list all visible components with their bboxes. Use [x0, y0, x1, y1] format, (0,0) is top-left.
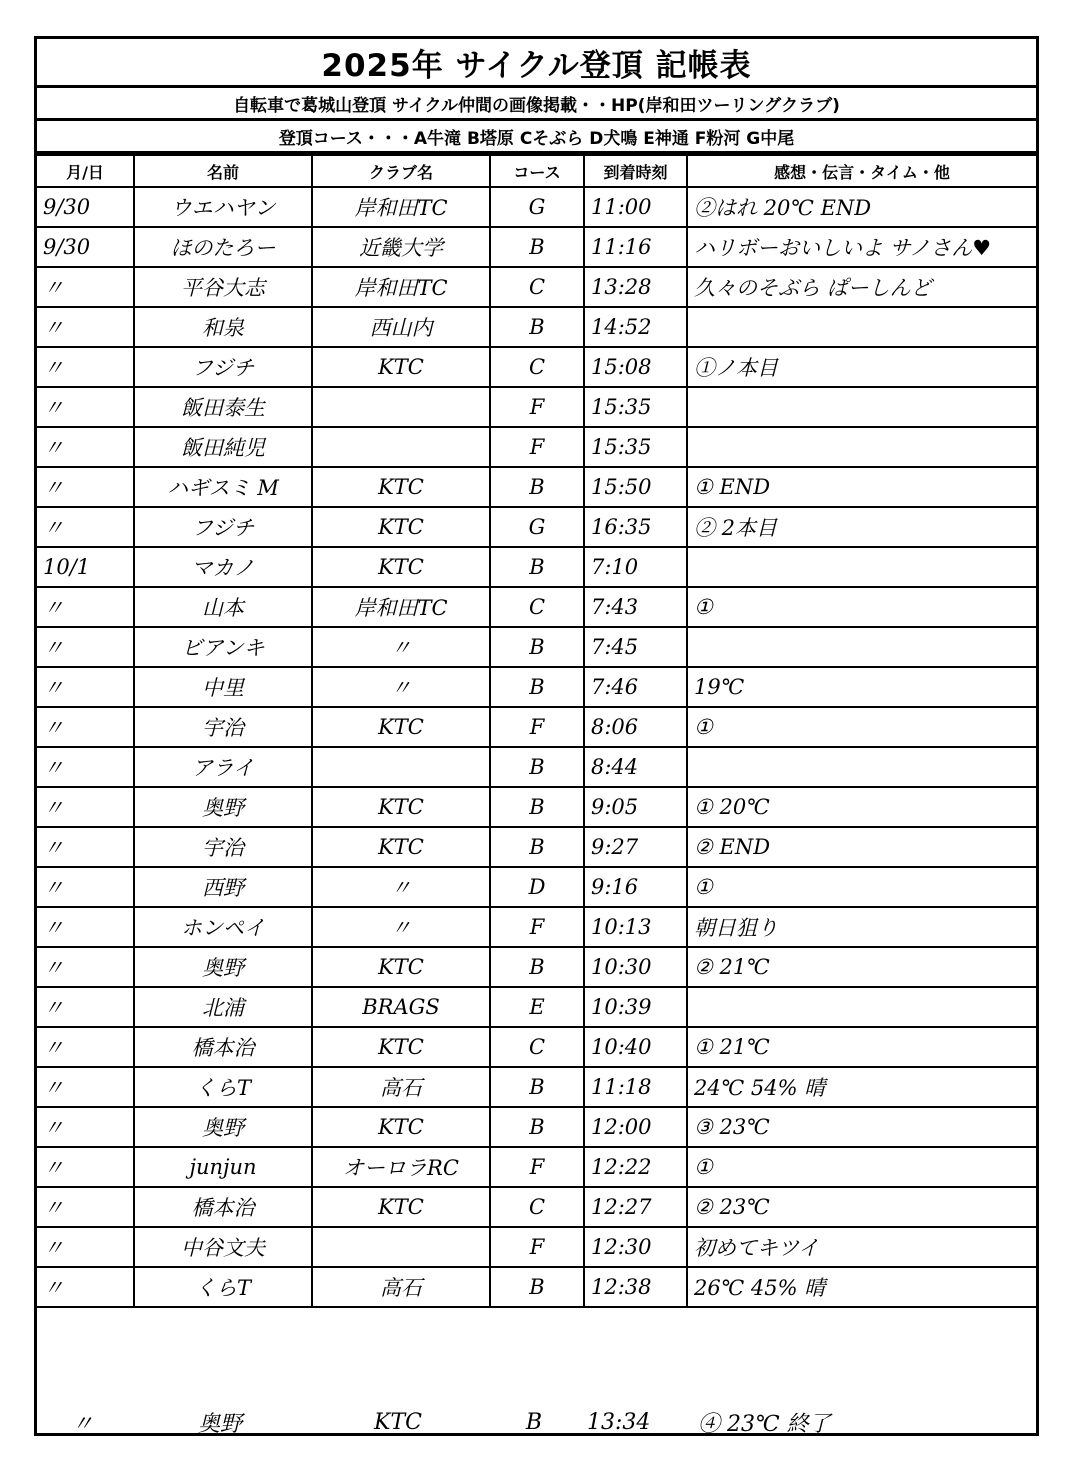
extra-row — [34, 1402, 1039, 1442]
cell-club: KTC — [312, 1027, 490, 1067]
cell-notes — [687, 627, 1036, 667]
cell-name: 中里 — [134, 667, 312, 707]
cell-club: 高石 — [312, 1067, 490, 1107]
cell-name: 飯田純児 — [134, 427, 312, 467]
cell-date: 〃 — [37, 667, 134, 707]
extra-time: 13:34 — [587, 1409, 651, 1435]
cell-club: KTC — [312, 547, 490, 587]
header-club: クラブ名 — [312, 155, 490, 187]
cell-notes: 26℃ 45% 晴 — [687, 1267, 1036, 1307]
cell-time: 13:28 — [584, 267, 687, 307]
header-name: 名前 — [134, 155, 312, 187]
table-row — [37, 387, 1036, 427]
cell-name: 平谷大志 — [134, 267, 312, 307]
cell-name: ハギスミ M — [134, 467, 312, 507]
cell-date: 〃 — [37, 1067, 134, 1107]
cell-club: KTC — [312, 947, 490, 987]
cell-time: 10:39 — [584, 987, 687, 1027]
cell-club: KTC — [312, 347, 490, 387]
cell-name: 和泉 — [134, 307, 312, 347]
cell-notes — [687, 427, 1036, 467]
cell-name: 山本 — [134, 587, 312, 627]
cell-time: 15:35 — [584, 427, 687, 467]
cell-date: 〃 — [37, 1187, 134, 1227]
cell-course: G — [490, 187, 584, 227]
cell-date: 〃 — [37, 1227, 134, 1267]
cell-date: 〃 — [37, 267, 134, 307]
cell-notes: ② END — [687, 827, 1036, 867]
table-row — [37, 867, 1036, 907]
table-row — [37, 547, 1036, 587]
cell-club: KTC — [312, 787, 490, 827]
extra-course: B — [525, 1409, 543, 1435]
table-row — [37, 1067, 1036, 1107]
header-notes: 感想・伝言・タイム・他 — [687, 155, 1036, 187]
table-row — [37, 827, 1036, 867]
cell-name: マカノ — [134, 547, 312, 587]
extra-notes: ④ 23℃ 終了 — [698, 1411, 831, 1437]
cell-club: 〃 — [312, 627, 490, 667]
header-time: 到着時刻 — [584, 155, 687, 187]
cell-notes: 初めてキツイ — [687, 1227, 1036, 1267]
table-row — [37, 707, 1036, 747]
table-row — [37, 1227, 1036, 1267]
cell-course: F — [490, 427, 584, 467]
table-row — [37, 227, 1036, 267]
cell-course: C — [490, 267, 584, 307]
cell-time: 11:16 — [584, 227, 687, 267]
cell-date: 〃 — [37, 987, 134, 1027]
cell-time: 8:06 — [584, 707, 687, 747]
cell-date: 〃 — [37, 1107, 134, 1147]
cell-date: 〃 — [37, 787, 134, 827]
table-row — [37, 947, 1036, 987]
log-table — [37, 154, 1036, 1308]
cell-club: KTC — [312, 707, 490, 747]
cell-club: 西山内 — [312, 307, 490, 347]
cell-time: 10:40 — [584, 1027, 687, 1067]
cell-date: 〃 — [37, 947, 134, 987]
extra-date: 〃 — [71, 1411, 94, 1437]
table-row — [37, 1147, 1036, 1187]
cell-club: 岸和田TC — [312, 587, 490, 627]
cell-name: フジチ — [134, 507, 312, 547]
cell-date: 〃 — [37, 1267, 134, 1307]
cell-club — [312, 427, 490, 467]
cell-time: 12:00 — [584, 1107, 687, 1147]
cell-club: 岸和田TC — [312, 267, 490, 307]
cell-name: くらT — [134, 1267, 312, 1307]
cell-name: 橋本治 — [134, 1187, 312, 1227]
cell-notes: ①ノ本目 — [687, 347, 1036, 387]
table-row — [37, 1107, 1036, 1147]
cell-course: B — [490, 667, 584, 707]
table-row — [37, 907, 1036, 947]
header-course: コース — [490, 155, 584, 187]
cell-time: 12:27 — [584, 1187, 687, 1227]
course-legend: 登頂コース・・・A牛滝 B塔原 Cそぶら D犬鳴 E神通 F粉河 G中尾 — [37, 121, 1036, 154]
cell-notes: ②はれ 20℃ END — [687, 187, 1036, 227]
cell-name: 奥野 — [134, 787, 312, 827]
cell-date: 〃 — [37, 387, 134, 427]
cell-club: 〃 — [312, 667, 490, 707]
table-row — [37, 1187, 1036, 1227]
cell-club — [312, 387, 490, 427]
table-row — [37, 307, 1036, 347]
cell-date: 〃 — [37, 827, 134, 867]
cell-name: ホンペイ — [134, 907, 312, 947]
cell-name: ウエハヤン — [134, 187, 312, 227]
cell-club: KTC — [312, 827, 490, 867]
cell-course: C — [490, 587, 584, 627]
cell-course: C — [490, 347, 584, 387]
cell-notes: 久々のそぶら ぱーしんど — [687, 267, 1036, 307]
log-body — [37, 187, 1036, 1307]
cell-course: B — [490, 747, 584, 787]
cell-course: F — [490, 707, 584, 747]
table-row — [37, 587, 1036, 627]
cell-course: B — [490, 827, 584, 867]
cell-notes: ① — [687, 867, 1036, 907]
header-row — [37, 155, 1036, 187]
cell-notes — [687, 387, 1036, 427]
table-row — [37, 747, 1036, 787]
cell-time: 9:16 — [584, 867, 687, 907]
cell-club: 高石 — [312, 1267, 490, 1307]
cell-time: 10:13 — [584, 907, 687, 947]
cell-name: フジチ — [134, 347, 312, 387]
cell-date: 〃 — [37, 507, 134, 547]
cell-notes: ② 21℃ — [687, 947, 1036, 987]
cell-course: F — [490, 907, 584, 947]
cell-club: KTC — [312, 1107, 490, 1147]
cell-notes: ① 21℃ — [687, 1027, 1036, 1067]
cell-time: 8:44 — [584, 747, 687, 787]
cell-course: B — [490, 547, 584, 587]
cell-date: 9/30 — [37, 187, 134, 227]
cell-notes: ① — [687, 707, 1036, 747]
cell-course: C — [490, 1027, 584, 1067]
cell-name: 西野 — [134, 867, 312, 907]
cell-date: 〃 — [37, 427, 134, 467]
cell-name: 奥野 — [134, 947, 312, 987]
table-row — [37, 667, 1036, 707]
cell-club — [312, 747, 490, 787]
cell-time: 7:10 — [584, 547, 687, 587]
extra-club: KTC — [374, 1409, 422, 1435]
cell-club: 岸和田TC — [312, 187, 490, 227]
cell-course: B — [490, 1267, 584, 1307]
cell-name: くらT — [134, 1067, 312, 1107]
cell-time: 11:00 — [584, 187, 687, 227]
cell-time: 7:46 — [584, 667, 687, 707]
cell-time: 7:45 — [584, 627, 687, 667]
cell-name: ほのたろー — [134, 227, 312, 267]
extra-name: 奥野 — [197, 1411, 242, 1437]
cell-time: 15:50 — [584, 467, 687, 507]
cell-club: 〃 — [312, 907, 490, 947]
table-row — [37, 627, 1036, 667]
cell-date: 〃 — [37, 907, 134, 947]
cell-club: KTC — [312, 467, 490, 507]
sheet-title: 2025年 サイクル登頂 記帳表 — [37, 39, 1036, 88]
table-row — [37, 987, 1036, 1027]
cell-course: G — [490, 507, 584, 547]
cell-course: B — [490, 307, 584, 347]
cell-notes: ハリボーおいしいよ サノさん♥ — [687, 227, 1036, 267]
cell-name: 飯田泰生 — [134, 387, 312, 427]
cell-course: B — [490, 627, 584, 667]
cell-time: 9:05 — [584, 787, 687, 827]
cell-date: 〃 — [37, 467, 134, 507]
table-row — [37, 467, 1036, 507]
cell-time: 12:38 — [584, 1267, 687, 1307]
cell-notes: 19℃ — [687, 667, 1036, 707]
cell-course: B — [490, 947, 584, 987]
cell-name: アライ — [134, 747, 312, 787]
cell-date: 〃 — [37, 747, 134, 787]
cell-club: KTC — [312, 507, 490, 547]
cell-date: 〃 — [37, 1147, 134, 1187]
cell-notes: ① — [687, 587, 1036, 627]
cell-time: 9:27 — [584, 827, 687, 867]
cell-date: 〃 — [37, 307, 134, 347]
cell-date: 〃 — [37, 587, 134, 627]
cell-course: B — [490, 1067, 584, 1107]
cell-name: 宇治 — [134, 827, 312, 867]
cell-notes: ③ 23℃ — [687, 1107, 1036, 1147]
cell-club — [312, 1227, 490, 1267]
table-row — [37, 347, 1036, 387]
cell-name: 奥野 — [134, 1107, 312, 1147]
cell-notes: ① — [687, 1147, 1036, 1187]
cell-notes — [687, 987, 1036, 1027]
table-row — [37, 187, 1036, 227]
cell-course: E — [490, 987, 584, 1027]
table-row — [37, 507, 1036, 547]
log-sheet — [34, 36, 1039, 1436]
cell-notes — [687, 547, 1036, 587]
cell-course: B — [490, 1107, 584, 1147]
cell-time: 16:35 — [584, 507, 687, 547]
cell-name: 橋本治 — [134, 1027, 312, 1067]
cell-time: 12:22 — [584, 1147, 687, 1187]
cell-notes: ① END — [687, 467, 1036, 507]
cell-date: 〃 — [37, 707, 134, 747]
cell-club: 近畿大学 — [312, 227, 490, 267]
cell-course: F — [490, 1227, 584, 1267]
cell-notes: ② 23℃ — [687, 1187, 1036, 1227]
cell-course: B — [490, 227, 584, 267]
cell-club: BRAGS — [312, 987, 490, 1027]
cell-time: 11:18 — [584, 1067, 687, 1107]
cell-course: B — [490, 467, 584, 507]
cell-course: D — [490, 867, 584, 907]
cell-course: B — [490, 787, 584, 827]
cell-notes: ① 20℃ — [687, 787, 1036, 827]
table-row — [37, 787, 1036, 827]
cell-notes: 24℃ 54% 晴 — [687, 1067, 1036, 1107]
cell-club: オーロラRC — [312, 1147, 490, 1187]
cell-notes: 朝日狙り — [687, 907, 1036, 947]
cell-course: C — [490, 1187, 584, 1227]
cell-time: 12:30 — [584, 1227, 687, 1267]
cell-time: 14:52 — [584, 307, 687, 347]
sheet-subtitle: 自転車で葛城山登頂 サイクル仲間の画像掲載・・HP(岸和田ツーリングクラブ) — [37, 88, 1036, 121]
cell-notes: ② 2本目 — [687, 507, 1036, 547]
cell-notes — [687, 747, 1036, 787]
cell-time: 10:30 — [584, 947, 687, 987]
cell-name: ビアンキ — [134, 627, 312, 667]
table-row — [37, 427, 1036, 467]
table-row — [37, 1027, 1036, 1067]
cell-name: 中谷文夫 — [134, 1227, 312, 1267]
cell-time: 15:08 — [584, 347, 687, 387]
cell-date: 9/30 — [37, 227, 134, 267]
cell-course: F — [490, 1147, 584, 1187]
cell-date: 〃 — [37, 347, 134, 387]
cell-time: 15:35 — [584, 387, 687, 427]
cell-club: 〃 — [312, 867, 490, 907]
cell-time: 7:43 — [584, 587, 687, 627]
cell-name: 宇治 — [134, 707, 312, 747]
cell-name: junjun — [134, 1147, 312, 1187]
cell-course: F — [490, 387, 584, 427]
cell-date: 〃 — [37, 1027, 134, 1067]
cell-notes — [687, 307, 1036, 347]
header-date: 月/日 — [37, 155, 134, 187]
table-row — [37, 267, 1036, 307]
table-row — [37, 1267, 1036, 1307]
cell-date: 〃 — [37, 627, 134, 667]
cell-name: 北浦 — [134, 987, 312, 1027]
cell-club: KTC — [312, 1187, 490, 1227]
cell-date: 10/1 — [37, 547, 134, 587]
cell-date: 〃 — [37, 867, 134, 907]
